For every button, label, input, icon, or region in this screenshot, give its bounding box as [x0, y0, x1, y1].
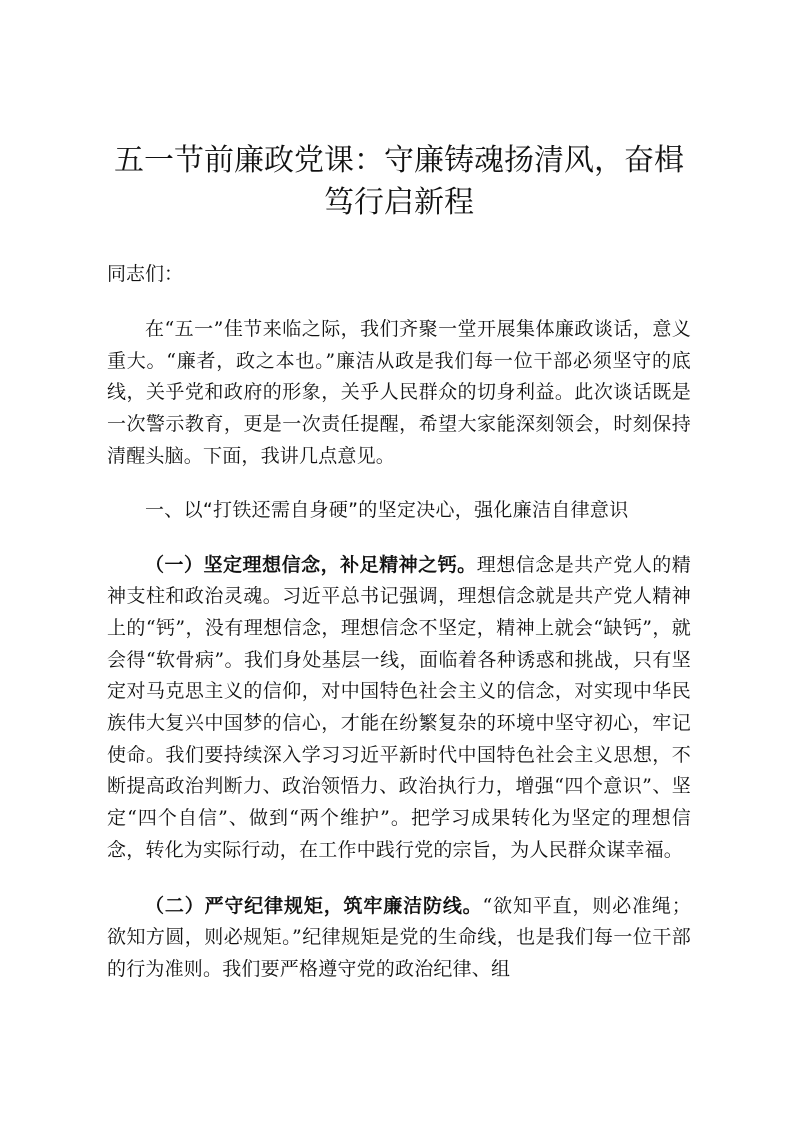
subsection-1-paragraph: [107, 550, 691, 867]
document-title: 五一节前廉政党课：守廉铸魂扬清风，奋楫笃行启新程: [114, 143, 684, 220]
subsection-2-paragraph: [107, 891, 691, 986]
subsection-2-body: “欲知平直，则必准绳；欲知方圆，则必规矩。”纪律规矩是党的生命线，也是我们每一位干部的行为准则。我们要严格遵守党的政治纪律、组: [107, 894, 691, 980]
section-1-heading: 一、以“打铁还需自身硬”的坚定决心，强化廉洁自律意识: [145, 498, 629, 521]
subsection-1-body: 理想信念是共产党人的精神支柱和政治灵魂。习近平总书记强调，理想信念就是共产党人精神上的“钙”，没有理想信念，理想信念不坚定，精神上就会“缺钙”，就会得“软骨病”。我们身处基层一线，面临着各种诱惑和挑战，只有坚定对马克思主义的信仰，对中国特色社会主义的信念，对实现中华民族伟大复兴中国梦的信心，才能在纷繁复杂的环境中坚守初心，牢记使命。我们要持续深入学习习近平新时代中国特色社会主义思想，不断提高政治判断力、政治领悟力、政治执行力，增强“四个意识”、坚定“四个自信”、做到“两个维护”。把学习成果转化为坚定的理想信念，转化为实际行动，在工作中践行党的宗旨，为人民群众谋幸福。: [107, 553, 691, 861]
intro-paragraph: 在“五一”佳节来临之际，我们齐聚一堂开展集体廉政谈话，意义重大。“廉者，政之本也。”廉洁从政是我们每一位干部必须坚守的底线，关乎党和政府的形象，关乎人民群众的切身利益。此次谈话既是一次警示教育，更是一次责任提醒，希望大家能深刻领会，时刻保持清醒头脑。下面，我讲几点意见。: [107, 318, 691, 467]
document-page: [107, 140, 691, 986]
subsection-2-lead: （二）严守纪律规矩，筑牢廉洁防线。: [145, 894, 483, 917]
subsection-1-lead: （一）坚定理想信念，补足精神之钙。: [145, 553, 477, 576]
salutation: 同志们：: [107, 263, 184, 285]
